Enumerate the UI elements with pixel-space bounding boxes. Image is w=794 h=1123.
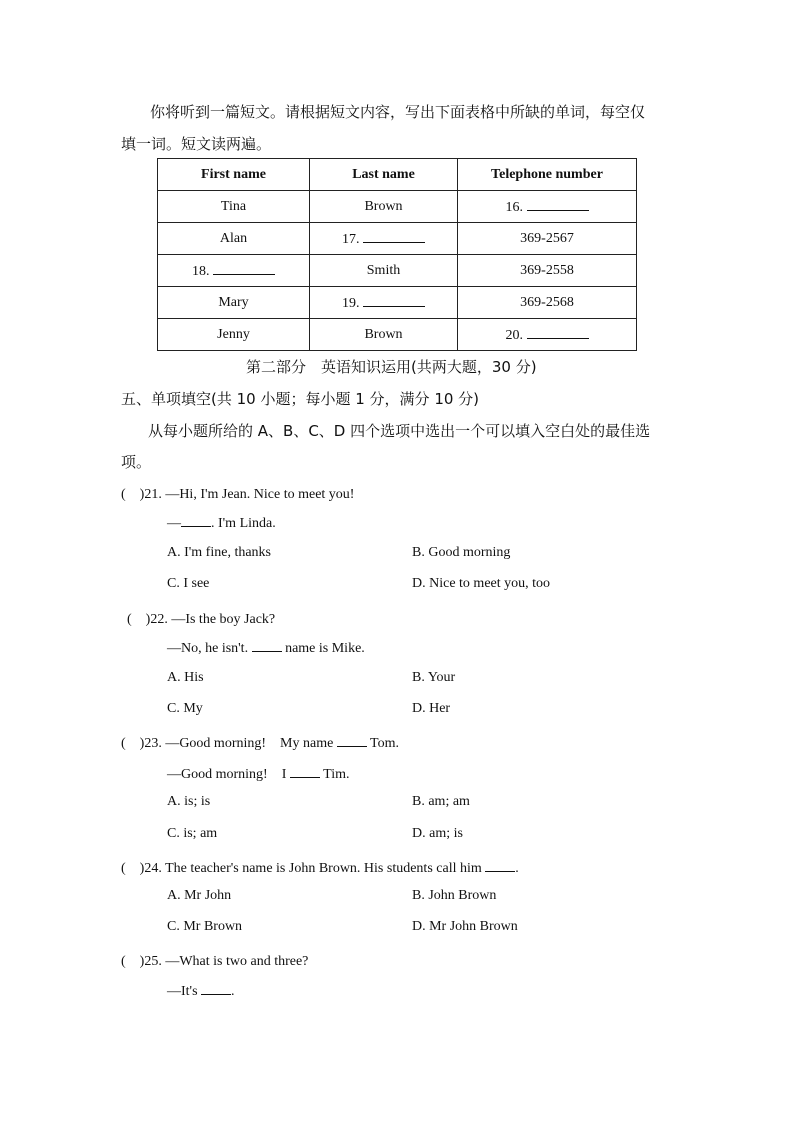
reply-text: . I'm Linda. xyxy=(211,516,276,531)
option-c: C. Mr Brown xyxy=(167,919,243,934)
option-b: B. John Brown xyxy=(412,888,497,903)
question-25-stem: ( )25. —What is two and three? xyxy=(121,954,309,969)
option-a: A. Mr John xyxy=(167,888,232,903)
section5-instruction-line2: 项。 xyxy=(121,453,152,471)
reply-text: — xyxy=(167,516,181,531)
question-21-reply xyxy=(167,514,276,532)
cell-last-name-blank xyxy=(310,223,458,255)
stem-text: ( )23. —Good morning! My name xyxy=(121,736,337,751)
stem-text: Tom. xyxy=(366,736,400,751)
question-23-stem xyxy=(121,732,399,752)
answer-blank xyxy=(363,230,425,243)
cell-telephone: 369-2567 xyxy=(458,223,637,255)
answer-blank xyxy=(527,198,589,211)
cell-last-name-blank xyxy=(310,287,458,319)
answer-blank xyxy=(290,765,320,778)
cell-first-name: Tina xyxy=(158,191,310,223)
cell-telephone: 369-2568 xyxy=(458,287,637,319)
header-telephone: Telephone number xyxy=(458,159,637,191)
option-d: D. am; is xyxy=(412,826,463,841)
option-a: A. is; is xyxy=(167,794,211,809)
cell-last-name: Brown xyxy=(310,319,458,351)
answer-blank xyxy=(213,262,275,275)
listening-instruction-line1: 你将听到一篇短文。请根据短文内容，写出下面表格中所缺的单词，每空仅 xyxy=(150,103,646,121)
option-b: B. Your xyxy=(412,670,456,685)
table-row xyxy=(158,287,637,319)
option-c: C. My xyxy=(167,701,203,716)
option-a: A. I'm fine, thanks xyxy=(167,545,272,560)
option-b: B. Good morning xyxy=(412,545,511,560)
option-d: D. Her xyxy=(412,701,451,716)
reply-text: —Good morning! I xyxy=(167,767,290,782)
blank-number: 18. xyxy=(192,263,210,279)
part2-title: 第二部分 英语知识运用(共两大题，30 分) xyxy=(246,358,537,376)
option-c: C. I see xyxy=(167,576,210,591)
cell-last-name: Smith xyxy=(310,255,458,287)
question-24-stem xyxy=(121,857,519,877)
reply-text: name is Mike. xyxy=(281,641,365,656)
stem-text: . xyxy=(515,861,519,876)
listening-instruction-line2: 填一词。短文读两遍。 xyxy=(121,135,272,153)
cell-first-name: Mary xyxy=(158,287,310,319)
header-last-name: Last name xyxy=(310,159,458,191)
table-row xyxy=(158,223,637,255)
table-header-row xyxy=(158,159,637,191)
question-22-reply xyxy=(167,639,365,657)
cell-first-name: Alan xyxy=(158,223,310,255)
answer-blank xyxy=(337,734,367,747)
answer-blank xyxy=(181,514,211,527)
answer-blank xyxy=(363,294,425,307)
answer-blank xyxy=(252,639,282,652)
answer-blank xyxy=(485,859,515,872)
cell-telephone: 369-2558 xyxy=(458,255,637,287)
question-23-reply xyxy=(167,763,349,783)
section5-instruction-line1: 从每小题所给的 A、B、C、D 四个选项中选出一个可以填入空白处的最佳选 xyxy=(148,422,651,440)
table-row xyxy=(158,191,637,223)
header-first-name: First name xyxy=(158,159,310,191)
answer-blank xyxy=(527,326,589,339)
question-21-stem: ( )21. —Hi, I'm Jean. Nice to meet you! xyxy=(121,487,355,502)
reply-text: —It's xyxy=(167,984,202,999)
info-table xyxy=(157,158,637,351)
option-a: A. His xyxy=(167,670,204,685)
table-row xyxy=(158,255,637,287)
blank-number: 20. xyxy=(505,327,523,343)
blank-number: 17. xyxy=(342,231,360,247)
cell-first-name-blank xyxy=(158,255,310,287)
option-c: C. is; am xyxy=(167,826,218,841)
stem-text: ( )24. The teacher's name is John Brown. His students call him xyxy=(121,861,486,876)
cell-first-name: Jenny xyxy=(158,319,310,351)
reply-text: —No, he isn't. xyxy=(167,641,252,656)
cell-telephone-blank xyxy=(458,319,637,351)
option-d: D. Nice to meet you, too xyxy=(412,576,551,591)
blank-number: 19. xyxy=(342,295,360,311)
cell-telephone-blank xyxy=(458,191,637,223)
reply-text: Tim. xyxy=(319,767,350,782)
question-25-reply xyxy=(167,982,235,1000)
cell-last-name: Brown xyxy=(310,191,458,223)
reply-text: . xyxy=(231,984,235,999)
section5-title: 五、单项填空(共 10 小题；每小题 1 分，满分 10 分) xyxy=(121,390,480,408)
option-d: D. Mr John Brown xyxy=(412,919,518,934)
question-22-stem: ( )22. —Is the boy Jack? xyxy=(127,612,276,627)
answer-blank xyxy=(201,982,231,995)
table-row xyxy=(158,319,637,351)
option-b: B. am; am xyxy=(412,794,470,809)
blank-number: 16. xyxy=(505,199,523,215)
